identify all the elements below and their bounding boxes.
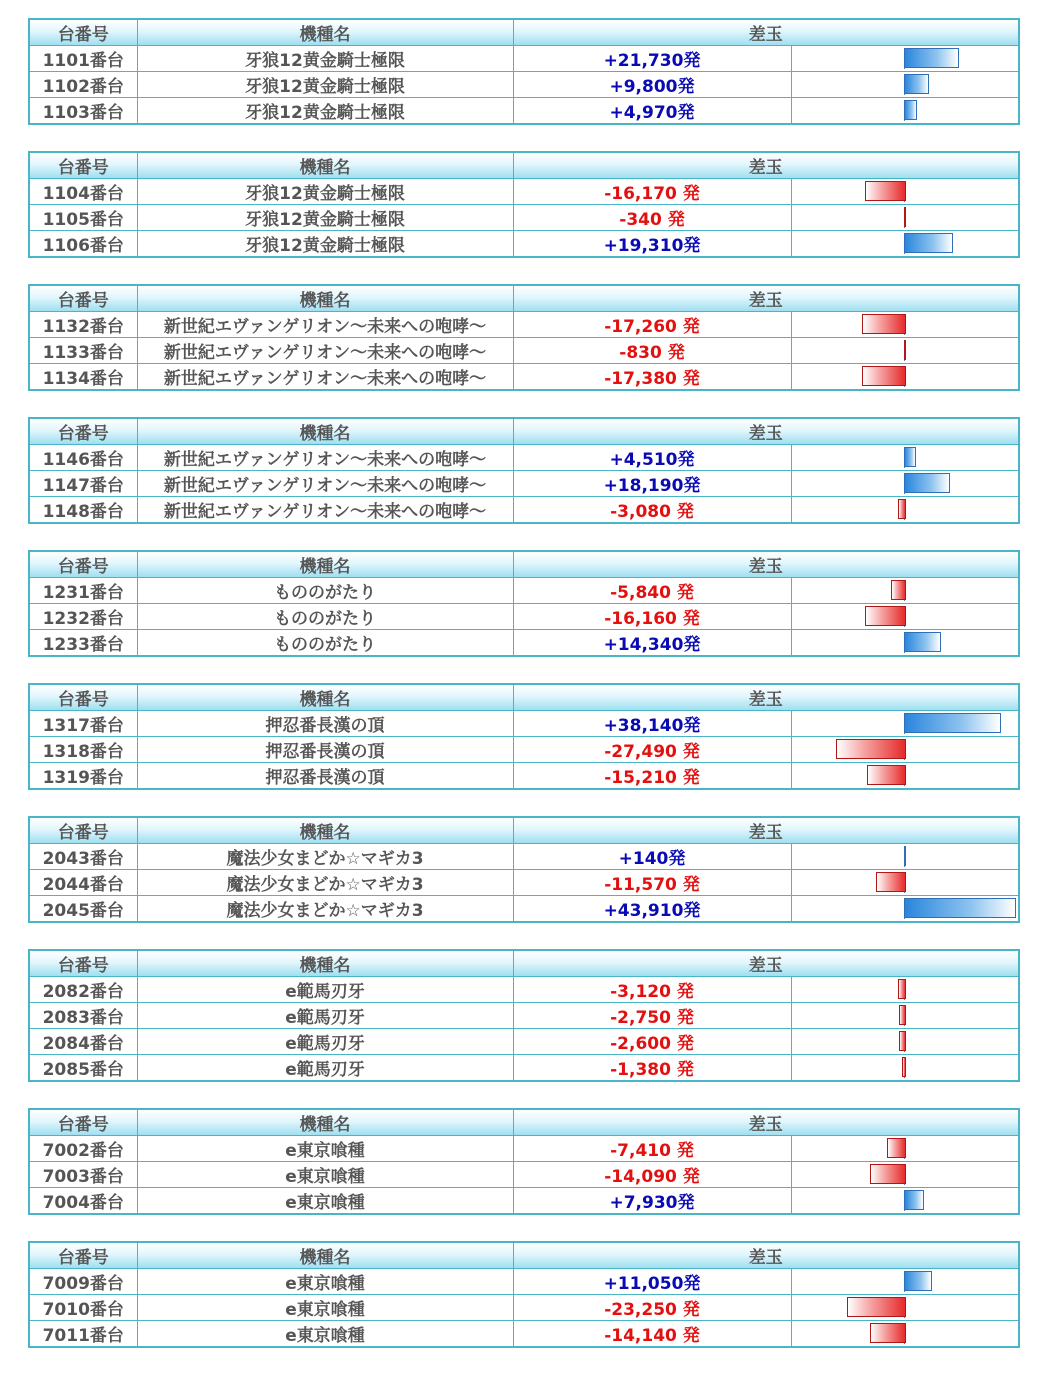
machine-group: [28, 284, 1018, 391]
machine-number: 7011番台: [29, 1321, 137, 1348]
table-row: [29, 604, 1019, 630]
machine-number: 1233番台: [29, 630, 137, 657]
diff-value: +38,140発: [513, 711, 791, 737]
machine-name: もののがたり: [137, 630, 513, 657]
diff-bar-cell: [791, 1321, 1019, 1348]
header-row: [29, 285, 1019, 312]
machine-group: [28, 151, 1018, 258]
machine-group: [28, 816, 1018, 923]
header-row: [29, 418, 1019, 445]
diff-bar-cell: [791, 179, 1019, 205]
machine-number: 1232番台: [29, 604, 137, 630]
diff-bar: [899, 1031, 906, 1051]
table-row: [29, 896, 1019, 923]
header-name: 機種名: [137, 684, 513, 711]
diff-value: -16,160 発: [513, 604, 791, 630]
diff-bar-cell: [791, 471, 1019, 497]
diff-bar: [904, 632, 941, 652]
header-name: 機種名: [137, 418, 513, 445]
diff-bar-cell: [791, 604, 1019, 630]
diff-value: -14,090 発: [513, 1162, 791, 1188]
diff-bar-cell: [791, 72, 1019, 98]
machine-group: [28, 18, 1018, 125]
machine-number: 1318番台: [29, 737, 137, 763]
diff-value: +43,910発: [513, 896, 791, 923]
machine-number: 2085番台: [29, 1055, 137, 1082]
machine-name: 牙狼12黄金騎士極限: [137, 205, 513, 231]
machine-number: 2083番台: [29, 1003, 137, 1029]
machine-number: 7002番台: [29, 1136, 137, 1162]
table-row: [29, 364, 1019, 391]
diff-bar-cell: [791, 1136, 1019, 1162]
diff-table: [28, 816, 1020, 923]
machine-name: e東京喰種: [137, 1162, 513, 1188]
machine-name: 新世紀エヴァンゲリオン～未来への咆哮～: [137, 445, 513, 471]
diff-bar: [904, 1190, 924, 1210]
diff-bar-cell: [791, 1269, 1019, 1295]
diff-bar-cell: [791, 870, 1019, 896]
header-row: [29, 950, 1019, 977]
machine-number: 1147番台: [29, 471, 137, 497]
machine-name: e範馬刃牙: [137, 1003, 513, 1029]
diff-value: -2,600 発: [513, 1029, 791, 1055]
header-num: 台番号: [29, 285, 137, 312]
diff-value: +9,800発: [513, 72, 791, 98]
table-row: [29, 98, 1019, 125]
header-row: [29, 684, 1019, 711]
header-diff: 差玉: [513, 1109, 1019, 1136]
table-row: [29, 711, 1019, 737]
machine-name: 押忍番長漢の頂: [137, 763, 513, 790]
header-num: 台番号: [29, 418, 137, 445]
table-row: [29, 471, 1019, 497]
machine-number: 1104番台: [29, 179, 137, 205]
machine-name: e範馬刃牙: [137, 1055, 513, 1082]
header-num: 台番号: [29, 950, 137, 977]
diff-bar: [836, 739, 906, 759]
table-row: [29, 763, 1019, 790]
diff-bar: [898, 979, 906, 999]
diff-bar-cell: [791, 1162, 1019, 1188]
machine-group: [28, 949, 1018, 1082]
diff-value: +140発: [513, 844, 791, 870]
machine-number: 1231番台: [29, 578, 137, 604]
diff-bar: [904, 473, 950, 493]
header-diff: 差玉: [513, 684, 1019, 711]
machine-name: 魔法少女まどか☆マギカ3: [137, 844, 513, 870]
machine-name: 新世紀エヴァンゲリオン～未来への咆哮～: [137, 338, 513, 364]
table-row: [29, 1003, 1019, 1029]
diff-value: +4,970発: [513, 98, 791, 125]
machine-number: 1319番台: [29, 763, 137, 790]
table-row: [29, 630, 1019, 657]
diff-table: [28, 1108, 1020, 1215]
diff-bar: [862, 314, 906, 334]
table-row: [29, 977, 1019, 1003]
diff-bar-cell: [791, 896, 1019, 923]
diff-value: -7,410 発: [513, 1136, 791, 1162]
table-row: [29, 338, 1019, 364]
machine-name: e範馬刃牙: [137, 977, 513, 1003]
header-name: 機種名: [137, 1109, 513, 1136]
diff-bar: [904, 898, 1016, 918]
header-diff: 差玉: [513, 1242, 1019, 1269]
diff-bar: [904, 48, 959, 68]
diff-value: -16,170 発: [513, 179, 791, 205]
header-row: [29, 817, 1019, 844]
diff-bar-cell: [791, 977, 1019, 1003]
diff-value: -830 発: [513, 338, 791, 364]
machine-number: 7004番台: [29, 1188, 137, 1215]
header-num: 台番号: [29, 1109, 137, 1136]
header-name: 機種名: [137, 950, 513, 977]
machine-name: 魔法少女まどか☆マギカ3: [137, 896, 513, 923]
header-diff: 差玉: [513, 817, 1019, 844]
header-row: [29, 152, 1019, 179]
diff-bar-cell: [791, 497, 1019, 524]
diff-bar-cell: [791, 364, 1019, 391]
machine-number: 2084番台: [29, 1029, 137, 1055]
table-row: [29, 231, 1019, 258]
diff-value: +19,310発: [513, 231, 791, 258]
diff-bar: [865, 181, 906, 201]
header-num: 台番号: [29, 817, 137, 844]
diff-bar: [870, 1323, 906, 1343]
diff-value: -14,140 発: [513, 1321, 791, 1348]
diff-bar: [904, 100, 917, 120]
diff-value: -3,120 発: [513, 977, 791, 1003]
diff-bar: [887, 1138, 906, 1158]
header-name: 機種名: [137, 19, 513, 46]
header-diff: 差玉: [513, 19, 1019, 46]
diff-bar-cell: [791, 1003, 1019, 1029]
table-row: [29, 1162, 1019, 1188]
header-diff: 差玉: [513, 418, 1019, 445]
machine-name: 新世紀エヴァンゲリオン～未来への咆哮～: [137, 364, 513, 391]
header-num: 台番号: [29, 152, 137, 179]
diff-bar-cell: [791, 763, 1019, 790]
diff-table: [28, 18, 1020, 125]
header-row: [29, 551, 1019, 578]
header-name: 機種名: [137, 285, 513, 312]
table-row: [29, 844, 1019, 870]
table-row: [29, 497, 1019, 524]
diff-bar: [904, 74, 929, 94]
machine-number: 1134番台: [29, 364, 137, 391]
machine-group: [28, 683, 1018, 790]
diff-bar-cell: [791, 578, 1019, 604]
header-row: [29, 1109, 1019, 1136]
diff-value: +7,930発: [513, 1188, 791, 1215]
diff-bar-cell: [791, 630, 1019, 657]
machine-name: 新世紀エヴァンゲリオン～未来への咆哮～: [137, 497, 513, 524]
diff-value: +14,340発: [513, 630, 791, 657]
table-row: [29, 578, 1019, 604]
diff-bar: [898, 499, 906, 519]
table-row: [29, 72, 1019, 98]
machine-name: 牙狼12黄金騎士極限: [137, 98, 513, 125]
header-name: 機種名: [137, 551, 513, 578]
machine-number: 7009番台: [29, 1269, 137, 1295]
diff-bar: [904, 713, 1001, 733]
diff-bar: [899, 1005, 906, 1025]
diff-value: -23,250 発: [513, 1295, 791, 1321]
header-num: 台番号: [29, 551, 137, 578]
diff-table: [28, 1241, 1020, 1348]
table-row: [29, 1136, 1019, 1162]
machine-name: 魔法少女まどか☆マギカ3: [137, 870, 513, 896]
machine-number: 2045番台: [29, 896, 137, 923]
machine-number: 7010番台: [29, 1295, 137, 1321]
diff-bar-cell: [791, 205, 1019, 231]
diff-bar-cell: [791, 338, 1019, 364]
diff-value: -340 発: [513, 205, 791, 231]
machine-number: 1133番台: [29, 338, 137, 364]
diff-value: +11,050発: [513, 1269, 791, 1295]
machine-name: e東京喰種: [137, 1295, 513, 1321]
diff-tables: [28, 18, 1018, 1374]
machine-name: 牙狼12黄金騎士極限: [137, 72, 513, 98]
machine-name: e東京喰種: [137, 1321, 513, 1348]
header-name: 機種名: [137, 817, 513, 844]
diff-bar: [904, 233, 953, 253]
machine-name: e範馬刃牙: [137, 1029, 513, 1055]
machine-name: 押忍番長漢の頂: [137, 711, 513, 737]
machine-group: [28, 1108, 1018, 1215]
diff-bar: [870, 1164, 906, 1184]
table-row: [29, 1295, 1019, 1321]
table-row: [29, 205, 1019, 231]
diff-value: -27,490 発: [513, 737, 791, 763]
table-row: [29, 1055, 1019, 1082]
table-row: [29, 179, 1019, 205]
diff-bar: [862, 366, 906, 386]
diff-bar-cell: [791, 46, 1019, 72]
diff-table: [28, 284, 1020, 391]
diff-bar: [902, 1057, 906, 1077]
table-row: [29, 1188, 1019, 1215]
table-row: [29, 312, 1019, 338]
table-row: [29, 1321, 1019, 1348]
diff-bar: [904, 447, 916, 467]
machine-number: 2044番台: [29, 870, 137, 896]
header-diff: 差玉: [513, 551, 1019, 578]
diff-bar: [847, 1297, 906, 1317]
machine-name: e東京喰種: [137, 1136, 513, 1162]
machine-number: 1146番台: [29, 445, 137, 471]
machine-name: もののがたり: [137, 604, 513, 630]
machine-number: 1106番台: [29, 231, 137, 258]
machine-number: 2043番台: [29, 844, 137, 870]
diff-bar: [904, 207, 906, 227]
diff-bar: [891, 580, 906, 600]
diff-value: -5,840 発: [513, 578, 791, 604]
diff-value: +18,190発: [513, 471, 791, 497]
machine-name: 牙狼12黄金騎士極限: [137, 46, 513, 72]
diff-bar: [865, 606, 906, 626]
table-row: [29, 46, 1019, 72]
diff-bar-cell: [791, 1029, 1019, 1055]
table-row: [29, 1269, 1019, 1295]
diff-table: [28, 949, 1020, 1082]
machine-number: 1102番台: [29, 72, 137, 98]
machine-number: 1101番台: [29, 46, 137, 72]
machine-name: 牙狼12黄金騎士極限: [137, 231, 513, 258]
table-row: [29, 870, 1019, 896]
machine-group: [28, 1241, 1018, 1348]
machine-number: 2082番台: [29, 977, 137, 1003]
diff-value: -2,750 発: [513, 1003, 791, 1029]
machine-number: 1132番台: [29, 312, 137, 338]
machine-name: e東京喰種: [137, 1269, 513, 1295]
diff-bar-cell: [791, 1055, 1019, 1082]
header-row: [29, 1242, 1019, 1269]
table-row: [29, 737, 1019, 763]
machine-number: 1103番台: [29, 98, 137, 125]
diff-bar: [904, 340, 906, 360]
header-row: [29, 19, 1019, 46]
machine-name: 新世紀エヴァンゲリオン～未来への咆哮～: [137, 312, 513, 338]
diff-bar-cell: [791, 98, 1019, 125]
header-diff: 差玉: [513, 950, 1019, 977]
header-name: 機種名: [137, 152, 513, 179]
machine-number: 1148番台: [29, 497, 137, 524]
header-num: 台番号: [29, 19, 137, 46]
diff-bar-cell: [791, 1188, 1019, 1215]
machine-name: 牙狼12黄金騎士極限: [137, 179, 513, 205]
diff-bar-cell: [791, 844, 1019, 870]
header-diff: 差玉: [513, 285, 1019, 312]
diff-bar-cell: [791, 231, 1019, 258]
diff-value: -11,570 発: [513, 870, 791, 896]
diff-bar: [867, 765, 906, 785]
diff-table: [28, 151, 1020, 258]
machine-group: [28, 417, 1018, 524]
machine-number: 1317番台: [29, 711, 137, 737]
header-name: 機種名: [137, 1242, 513, 1269]
diff-table: [28, 417, 1020, 524]
diff-value: -15,210 発: [513, 763, 791, 790]
diff-value: -17,260 発: [513, 312, 791, 338]
header-diff: 差玉: [513, 152, 1019, 179]
diff-value: -3,080 発: [513, 497, 791, 524]
diff-bar-cell: [791, 737, 1019, 763]
machine-name: 新世紀エヴァンゲリオン～未来への咆哮～: [137, 471, 513, 497]
machine-number: 7003番台: [29, 1162, 137, 1188]
diff-value: +4,510発: [513, 445, 791, 471]
machine-name: e東京喰種: [137, 1188, 513, 1215]
diff-value: -17,380 発: [513, 364, 791, 391]
diff-bar: [904, 846, 906, 866]
diff-bar: [904, 1271, 932, 1291]
diff-bar-cell: [791, 312, 1019, 338]
table-row: [29, 1029, 1019, 1055]
diff-table: [28, 550, 1020, 657]
diff-bar-cell: [791, 445, 1019, 471]
machine-name: 押忍番長漢の頂: [137, 737, 513, 763]
diff-bar: [876, 872, 906, 892]
machine-number: 1105番台: [29, 205, 137, 231]
diff-table: [28, 683, 1020, 790]
machine-group: [28, 550, 1018, 657]
diff-bar-cell: [791, 711, 1019, 737]
diff-value: +21,730発: [513, 46, 791, 72]
header-num: 台番号: [29, 1242, 137, 1269]
header-num: 台番号: [29, 684, 137, 711]
diff-value: -1,380 発: [513, 1055, 791, 1082]
table-row: [29, 445, 1019, 471]
machine-name: もののがたり: [137, 578, 513, 604]
diff-bar-cell: [791, 1295, 1019, 1321]
